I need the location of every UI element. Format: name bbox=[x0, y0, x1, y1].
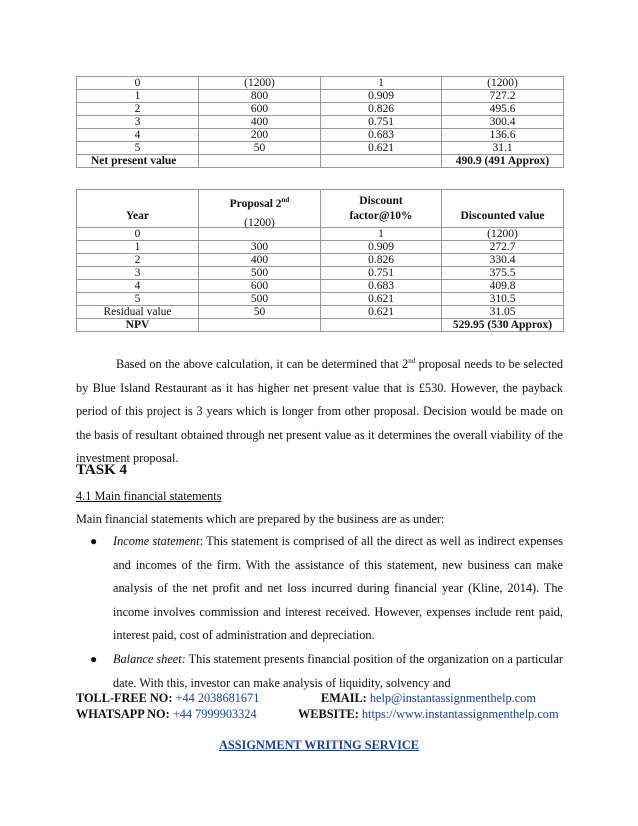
table-row bbox=[77, 90, 564, 103]
npv-table-2-body bbox=[77, 241, 564, 332]
header-discount-line2: factor@10% bbox=[349, 210, 413, 222]
table-cell: 0.751 bbox=[321, 267, 442, 280]
header-year: Year bbox=[77, 190, 199, 228]
bullet-icon: ● bbox=[90, 534, 98, 548]
table-cell: 4 bbox=[77, 129, 199, 142]
table-cell: 0.621 bbox=[321, 306, 442, 319]
npv-total-row bbox=[77, 319, 564, 332]
table-cell bbox=[199, 228, 321, 241]
table-cell: 0.909 bbox=[321, 241, 442, 254]
table-row bbox=[77, 267, 564, 280]
table-cell: 0.751 bbox=[321, 116, 442, 129]
table-cell: Residual value bbox=[77, 306, 199, 319]
table-cell: 5 bbox=[77, 293, 199, 306]
npv-value: 490.9 (491 Approx) bbox=[442, 155, 564, 168]
table-cell: 272.7 bbox=[442, 241, 564, 254]
npv-total-row bbox=[77, 155, 564, 168]
footer-line-2 bbox=[76, 707, 563, 722]
table-row bbox=[77, 103, 564, 116]
email-link[interactable]: help@instantassignmenthelp.com bbox=[369, 691, 536, 705]
table-cell: 2 bbox=[77, 103, 199, 116]
header-discount-line1: Discount bbox=[359, 195, 403, 207]
table-row bbox=[77, 241, 564, 254]
table-cell: 0 bbox=[77, 77, 199, 90]
table-cell: 5 bbox=[77, 142, 199, 155]
bullet-term: Balance sheet: bbox=[113, 651, 186, 666]
npv-table-proposal-2 bbox=[76, 189, 564, 332]
table-cell: 50 bbox=[199, 306, 321, 319]
table-cell: 600 bbox=[199, 280, 321, 293]
table-cell: 400 bbox=[199, 116, 321, 129]
table-cell: 0.826 bbox=[321, 103, 442, 116]
bullet-icon: ● bbox=[90, 651, 98, 666]
table-cell: 3 bbox=[77, 116, 199, 129]
header-proposal-label: Proposal 2 bbox=[229, 198, 282, 210]
empty-cell bbox=[321, 319, 442, 332]
table-cell: 800 bbox=[199, 90, 321, 103]
bullet-term: Income statement bbox=[113, 534, 200, 548]
table-cell: 600 bbox=[199, 103, 321, 116]
header-discount bbox=[321, 190, 442, 228]
header-proposal bbox=[199, 190, 321, 228]
table-cell: 31.05 bbox=[442, 306, 564, 319]
bullet-text: This statement presents financial position of the organization on a particular date. With this, investor can make analysis of liquidity, solvency and bbox=[113, 651, 563, 690]
table-2-header-row bbox=[77, 190, 564, 228]
table-cell: 300.4 bbox=[442, 116, 564, 129]
analysis-paragraph bbox=[76, 353, 563, 471]
tollfree-number[interactable]: +44 2038681671 bbox=[175, 691, 260, 705]
table-cell: 400 bbox=[199, 254, 321, 267]
table-cell: 31.1 bbox=[442, 142, 564, 155]
table-cell: 0.621 bbox=[321, 142, 442, 155]
npv-value: 529.95 (530 Approx) bbox=[442, 319, 564, 332]
npv-label: NPV bbox=[77, 319, 199, 332]
list-item bbox=[76, 648, 563, 695]
empty-cell bbox=[199, 319, 321, 332]
task-heading: TASK 4 bbox=[76, 462, 127, 478]
email-label: EMAIL: bbox=[321, 691, 367, 705]
table-cell: 0.826 bbox=[321, 254, 442, 267]
header-discounted-value: Discounted value bbox=[442, 190, 564, 228]
table-cell: (1200) bbox=[442, 228, 564, 241]
table-row bbox=[77, 293, 564, 306]
paragraph-part2: proposal needs to be selected by Blue Island Restaurant as it has higher net present value that is £530. However, the payback period of this project is 3 years which is longer from other proposal. Decision would be made on the basis of resultant obtained through net present value as it determines the overall viability of the investment proposal. bbox=[76, 357, 563, 466]
table-cell: 3 bbox=[77, 267, 199, 280]
table-cell: 4 bbox=[77, 280, 199, 293]
table-cell: 1 bbox=[321, 77, 442, 90]
table-cell: 500 bbox=[199, 293, 321, 306]
npv-table-proposal-1 bbox=[76, 76, 564, 168]
list-item bbox=[76, 530, 563, 648]
service-link[interactable]: ASSIGNMENT WRITING SERVICE bbox=[218, 738, 420, 752]
table-cell: 0.909 bbox=[321, 90, 442, 103]
table-row bbox=[77, 254, 564, 267]
table-cell: 330.4 bbox=[442, 254, 564, 267]
intro-text: Main financial statements which are prepared by the business are as under: bbox=[76, 512, 445, 526]
website-label: WEBSITE: bbox=[298, 707, 359, 721]
email-block bbox=[321, 691, 536, 706]
table-cell: 1 bbox=[77, 241, 199, 254]
table-cell: (1200) bbox=[442, 77, 564, 90]
paragraph-sup: nd bbox=[408, 356, 416, 365]
header-proposal-sup: nd bbox=[281, 196, 290, 205]
empty-cell bbox=[321, 155, 442, 168]
bullet-text: : This statement is comprised of all the direct as well as indirect expenses and incomes of the firm. With the assistance of this statement, new business can make analysis of the net profit and net loss incurred during financial year (Kline, 2014). The income involves commission and interest received. However, expenses include rent paid, interest paid, cost of administration and depreciation. bbox=[113, 534, 564, 643]
table-row bbox=[77, 142, 564, 155]
table-row bbox=[77, 228, 564, 241]
table-cell: 0.683 bbox=[321, 280, 442, 293]
table-cell: 1 bbox=[321, 228, 442, 241]
table-cell: 200 bbox=[199, 129, 321, 142]
tollfree-label: TOLL-FREE NO: bbox=[76, 691, 173, 705]
table-cell: (1200) bbox=[199, 77, 321, 90]
npv-table-1-body bbox=[77, 77, 564, 168]
table-cell: 1 bbox=[77, 90, 199, 103]
website-block bbox=[298, 707, 559, 722]
table-row bbox=[77, 77, 564, 90]
table-cell: 300 bbox=[199, 241, 321, 254]
table-cell: 500 bbox=[199, 267, 321, 280]
section-subheading: 4.1 Main financial statements bbox=[76, 489, 222, 503]
table-row bbox=[77, 280, 564, 293]
table-cell: 409.8 bbox=[442, 280, 564, 293]
whatsapp-number[interactable]: +44 7999903324 bbox=[172, 707, 257, 721]
table-row bbox=[77, 129, 564, 142]
table-cell: 0.683 bbox=[321, 129, 442, 142]
table-cell: 310.5 bbox=[442, 293, 564, 306]
table-row bbox=[77, 306, 564, 319]
website-link[interactable]: https://www.instantassignmenthelp.com bbox=[361, 707, 559, 721]
paragraph-part1: Based on the above calculation, it can be determined that 2 bbox=[116, 357, 409, 371]
table-cell: 727.2 bbox=[442, 90, 564, 103]
table-row bbox=[77, 116, 564, 129]
table-cell: 0.621 bbox=[321, 293, 442, 306]
statements-list bbox=[76, 530, 563, 695]
npv-label: Net present value bbox=[77, 155, 199, 168]
table-cell: 2 bbox=[77, 254, 199, 267]
footer-line-1 bbox=[76, 691, 563, 706]
table-cell: 0 bbox=[77, 228, 199, 241]
table-cell: 136.6 bbox=[442, 129, 564, 142]
header-proposal-initial: (1200) bbox=[244, 217, 275, 229]
table-cell: 50 bbox=[199, 142, 321, 155]
table-cell: 495.6 bbox=[442, 103, 564, 116]
whatsapp-label: WHATSAPP NO: bbox=[76, 707, 170, 721]
table-cell: 375.5 bbox=[442, 267, 564, 280]
empty-cell bbox=[199, 155, 321, 168]
